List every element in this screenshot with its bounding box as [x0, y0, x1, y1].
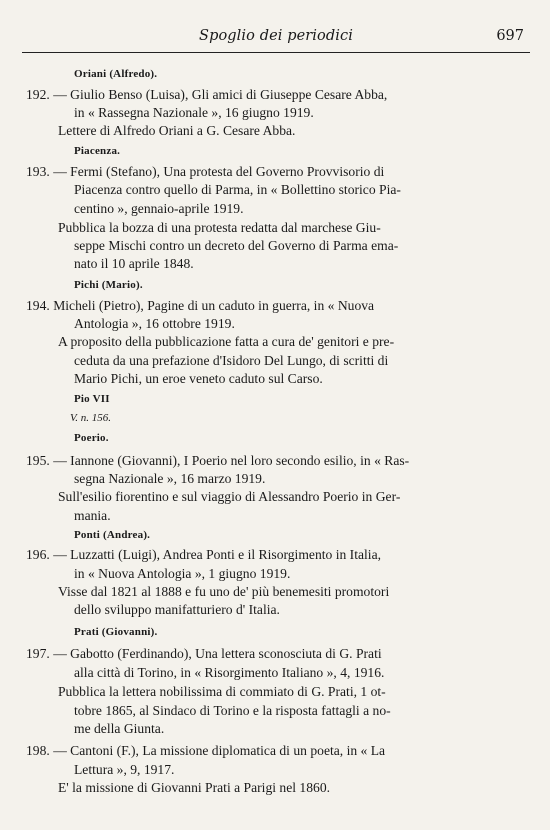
subject-heading-pio: Pio VII: [74, 393, 110, 405]
entry-196-line-2: in « Nuova Antologia », 1 giugno 1919.: [74, 566, 291, 581]
header-title: Spoglio dei periodici: [199, 28, 353, 44]
entry-194-line-5: Mario Pichi, un eroe veneto caduto sul Carso.: [74, 371, 323, 386]
entry-192-line-2: in « Rassegna Nazionale », 16 giugno 1919.: [74, 105, 314, 120]
entry-195-line-4: mania.: [74, 508, 111, 523]
subject-heading-ponti: Ponti (Andrea).: [74, 529, 151, 541]
entry-192-line-1: 192. — Giulio Benso (Luisa), Gli amici di Giuseppe Cesare Abba,: [26, 87, 388, 102]
subject-heading-piacenza: Piacenza.: [74, 145, 121, 157]
entry-197-line-3: Pubblica la lettera nobilissima di commiato di G. Prati, 1 ot-: [58, 684, 386, 699]
entry-198-line-1: 198. — Cantoni (F.), La missione diplomatica di un poeta, in « La: [26, 743, 386, 758]
entry-194-line-4: ceduta da una prefazione d'Isidoro Del Lungo, di scritti di: [74, 353, 389, 368]
running-header: [22, 26, 530, 53]
entry-194-line-2: Antologia », 16 ottobre 1919.: [74, 316, 235, 331]
subject-heading-oriani: Oriani (Alfredo).: [74, 68, 158, 80]
page-number: 697: [496, 28, 524, 44]
entry-193-line-1: 193. — Fermi (Stefano), Una protesta del Governo Provvisorio di: [26, 164, 385, 179]
entry-195-line-2: segna Nazionale », 16 marzo 1919.: [74, 471, 266, 486]
entry-196-line-1: 196. — Luzzatti (Luigi), Andrea Ponti e il Risorgimento in Italia,: [26, 547, 382, 562]
entry-197-line-4: tobre 1865, al Sindaco di Torino e la risposta fattagli a no-: [74, 703, 391, 718]
entry-192-line-3: Lettere di Alfredo Oriani a G. Cesare Abba.: [58, 123, 296, 138]
subject-heading-poerio: Poerio.: [74, 432, 109, 444]
cross-reference-pio: V. n. 156.: [70, 412, 112, 424]
entry-193-line-4: Pubblica la bozza di una protesta redatta dal marchese Giu-: [58, 220, 381, 235]
entry-196-line-4: dello sviluppo manifatturiero d' Italia.: [74, 602, 280, 617]
entry-193-line-5: seppe Mischi contro un decreto del Governo di Parma ema-: [74, 238, 399, 253]
subject-heading-prati: Prati (Giovanni).: [74, 626, 158, 638]
entry-197-line-5: me della Giunta.: [74, 721, 165, 736]
entry-197-line-1: 197. — Gabotto (Ferdinando), Una lettera sconosciuta di G. Prati: [26, 646, 382, 661]
entry-196-line-3: Visse dal 1821 al 1888 e fu uno de' più benemesiti promotori: [58, 584, 390, 599]
entry-194-line-1: 194. Micheli (Pietro), Pagine di un caduto in guerra, in « Nuova: [26, 298, 375, 313]
entry-195-line-1: 195. — Iannone (Giovanni), I Poerio nel loro secondo esilio, in « Ras-: [26, 453, 410, 468]
entry-195-line-3: Sull'esilio fiorentino e sul viaggio di Alessandro Poerio in Ger-: [58, 489, 401, 504]
entry-193-line-3: centino », gennaio-aprile 1919.: [74, 201, 244, 216]
entry-198-line-2: Lettura », 9, 1917.: [74, 762, 175, 777]
subject-heading-pichi: Pichi (Mario).: [74, 279, 143, 291]
entry-193-line-2: Piacenza contro quello di Parma, in « Bollettino storico Pia-: [74, 182, 401, 197]
entry-194-line-3: A proposito della pubblicazione fatta a cura de' genitori e pre-: [58, 334, 395, 349]
entry-198-line-3: E' la missione di Giovanni Prati a Parigi nel 1860.: [58, 780, 331, 795]
entry-197-line-2: alla città di Torino, in « Risorgimento Italiano », 4, 1916.: [74, 665, 385, 680]
entry-193-line-6: nato il 10 aprile 1848.: [74, 256, 194, 271]
